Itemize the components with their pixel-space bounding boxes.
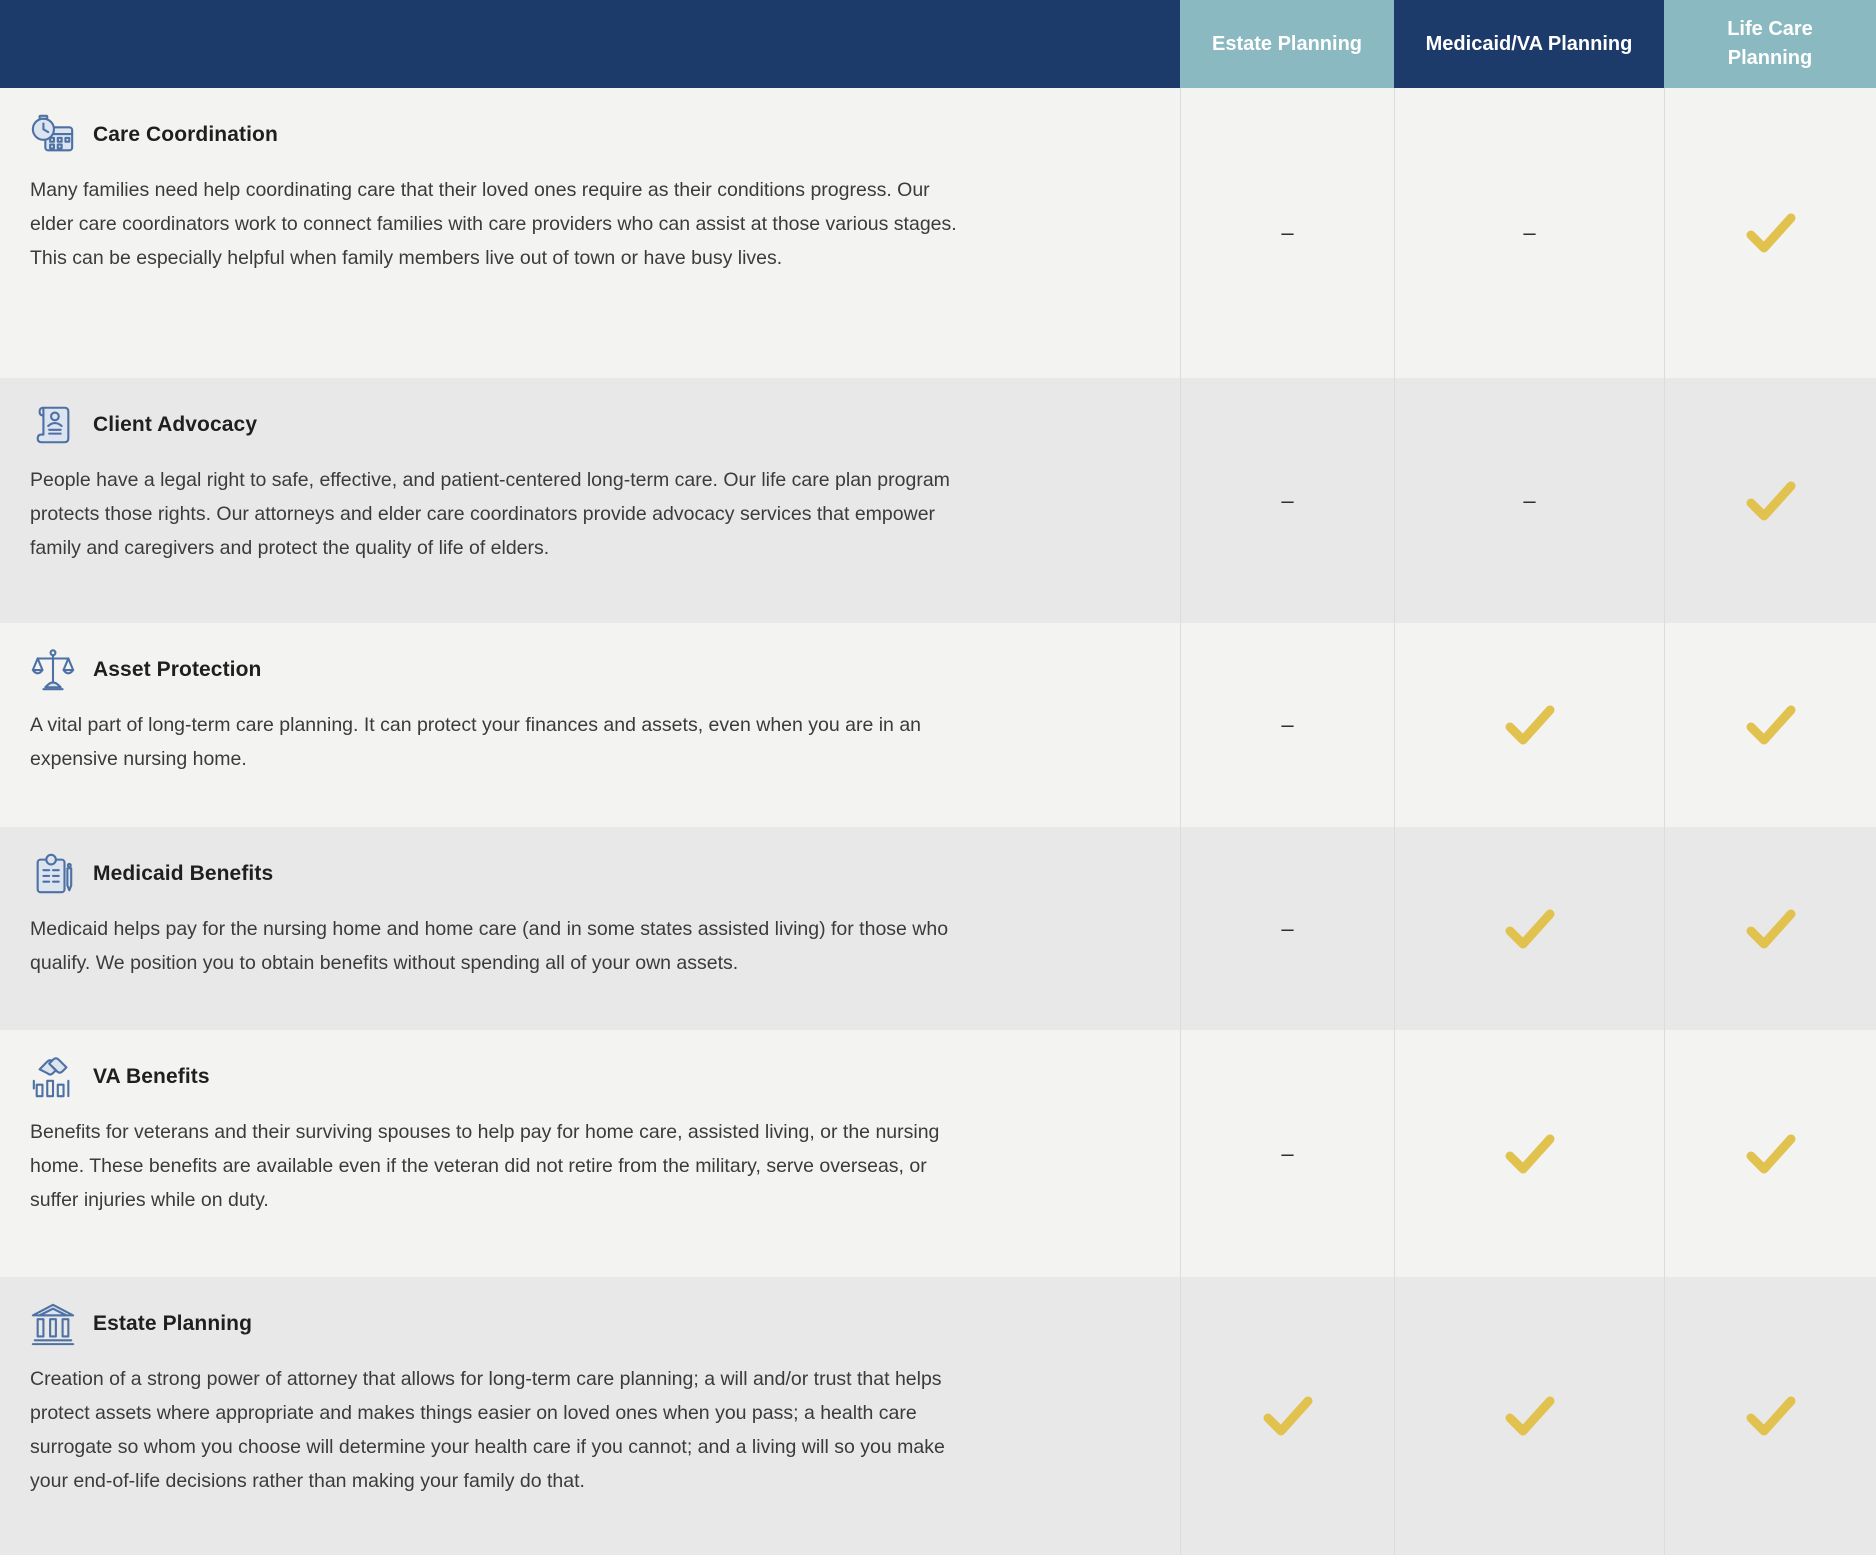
cell-life-care-planning bbox=[1664, 1277, 1876, 1555]
clock-calendar-icon bbox=[30, 112, 76, 158]
cell-life-care-planning bbox=[1664, 378, 1876, 623]
check-icon bbox=[1745, 909, 1797, 949]
dash-mark: – bbox=[1281, 915, 1294, 941]
feature-title: Medicaid Benefits bbox=[93, 862, 274, 885]
feature-title: Client Advocacy bbox=[93, 413, 258, 436]
check-icon bbox=[1504, 1134, 1556, 1174]
header-life-care-planning: Life Care Planning bbox=[1664, 0, 1876, 88]
check-icon bbox=[1262, 1396, 1314, 1436]
table-header-row bbox=[0, 0, 1876, 88]
header-corner-spacer bbox=[0, 0, 1180, 88]
scroll-person-icon bbox=[30, 402, 76, 448]
check-icon bbox=[1745, 1134, 1797, 1174]
check-icon bbox=[1504, 1396, 1556, 1436]
header-estate-planning: Estate Planning bbox=[1180, 0, 1394, 88]
feature-description: A vital part of long-term care planning. It can protect your finances and assets, even when you are in an expensive nursing home. bbox=[30, 714, 922, 770]
cell-medicaid-va-planning bbox=[1394, 1277, 1664, 1555]
feature-cell bbox=[0, 623, 1180, 827]
dash-mark: – bbox=[1281, 220, 1294, 245]
check-icon bbox=[1745, 1396, 1797, 1436]
feature-title: VA Benefits bbox=[93, 1065, 210, 1088]
dash-mark: – bbox=[1281, 712, 1294, 737]
cell-estate-planning bbox=[1180, 623, 1394, 827]
cell-estate-planning bbox=[1180, 378, 1394, 623]
cell-estate-planning bbox=[1180, 1277, 1394, 1555]
check-icon bbox=[1745, 213, 1797, 253]
feature-description: Creation of a strong power of attorney that allows for long-term care planning; a will and/or trust that helps protect assets where appropriate and makes things easier on loved ones when you pass; a health care surrogate so whom you choose will determine your health care if you cannot; and a living will so you make your end-of-life decisions rather than making your family do that. bbox=[30, 1368, 945, 1492]
bank-building-icon bbox=[30, 1301, 76, 1347]
feature-description: People have a legal right to safe, effective, and patient-centered long-term care. Our life care plan program protects those rights. Our attorneys and elder care coordinators provide advocacy services that empower family and caregivers and protect the quality of life of elders. bbox=[30, 469, 950, 559]
cell-medicaid-va-planning bbox=[1394, 1030, 1664, 1277]
dash-mark: – bbox=[1523, 487, 1536, 513]
table-row-medicaid-benefits bbox=[0, 827, 1876, 1030]
feature-title: Estate Planning bbox=[93, 1312, 253, 1335]
cell-medicaid-va-planning bbox=[1394, 827, 1664, 1030]
check-icon bbox=[1504, 909, 1556, 949]
cell-life-care-planning bbox=[1664, 623, 1876, 827]
cell-medicaid-va-planning bbox=[1394, 88, 1664, 378]
scales-of-justice-icon bbox=[30, 647, 76, 693]
cell-estate-planning bbox=[1180, 1030, 1394, 1277]
feature-description: Benefits for veterans and their surviving spouses to help pay for home care, assisted living, or the nursing home. These benefits are available even if the veteran did not retire from the military, serve overseas, or suffer injuries while on duty. bbox=[30, 1121, 940, 1211]
table-row-care-coordination bbox=[0, 88, 1876, 378]
handshake-columns-icon bbox=[30, 1054, 76, 1100]
cell-medicaid-va-planning bbox=[1394, 378, 1664, 623]
dash-mark: – bbox=[1281, 487, 1294, 513]
feature-cell bbox=[0, 827, 1180, 1030]
feature-title: Asset Protection bbox=[93, 658, 262, 681]
feature-cell bbox=[0, 1030, 1180, 1277]
table-row-estate-planning bbox=[0, 1277, 1876, 1555]
check-icon bbox=[1745, 705, 1797, 745]
table-row-va-benefits bbox=[0, 1030, 1876, 1277]
feature-cell bbox=[0, 88, 1180, 378]
cell-life-care-planning bbox=[1664, 88, 1876, 378]
feature-cell bbox=[0, 378, 1180, 623]
table-row-client-advocacy bbox=[0, 378, 1876, 623]
check-icon bbox=[1745, 481, 1797, 521]
cell-life-care-planning bbox=[1664, 1030, 1876, 1277]
dash-mark: – bbox=[1281, 1140, 1294, 1166]
clipboard-pen-icon bbox=[30, 851, 76, 897]
table-row-asset-protection bbox=[0, 623, 1876, 827]
feature-description: Medicaid helps pay for the nursing home and home care (and in some states assisted living) for those who qualify. We position you to obtain benefits without spending all of your own assets. bbox=[30, 918, 949, 974]
feature-description: Many families need help coordinating care that their loved ones require as their conditions progress. Our elder care coordinators work to connect families with care providers who can assist at those various stages. This can be especially helpful when family members live out of town or have busy lives. bbox=[30, 179, 957, 269]
header-medicaid-va-planning: Medicaid/VA Planning bbox=[1394, 0, 1664, 88]
cell-estate-planning bbox=[1180, 827, 1394, 1030]
feature-cell bbox=[0, 1277, 1180, 1555]
feature-title: Care Coordination bbox=[93, 123, 278, 146]
dash-mark: – bbox=[1523, 220, 1536, 245]
check-icon bbox=[1504, 705, 1556, 745]
cell-medicaid-va-planning bbox=[1394, 623, 1664, 827]
cell-estate-planning bbox=[1180, 88, 1394, 378]
cell-life-care-planning bbox=[1664, 827, 1876, 1030]
